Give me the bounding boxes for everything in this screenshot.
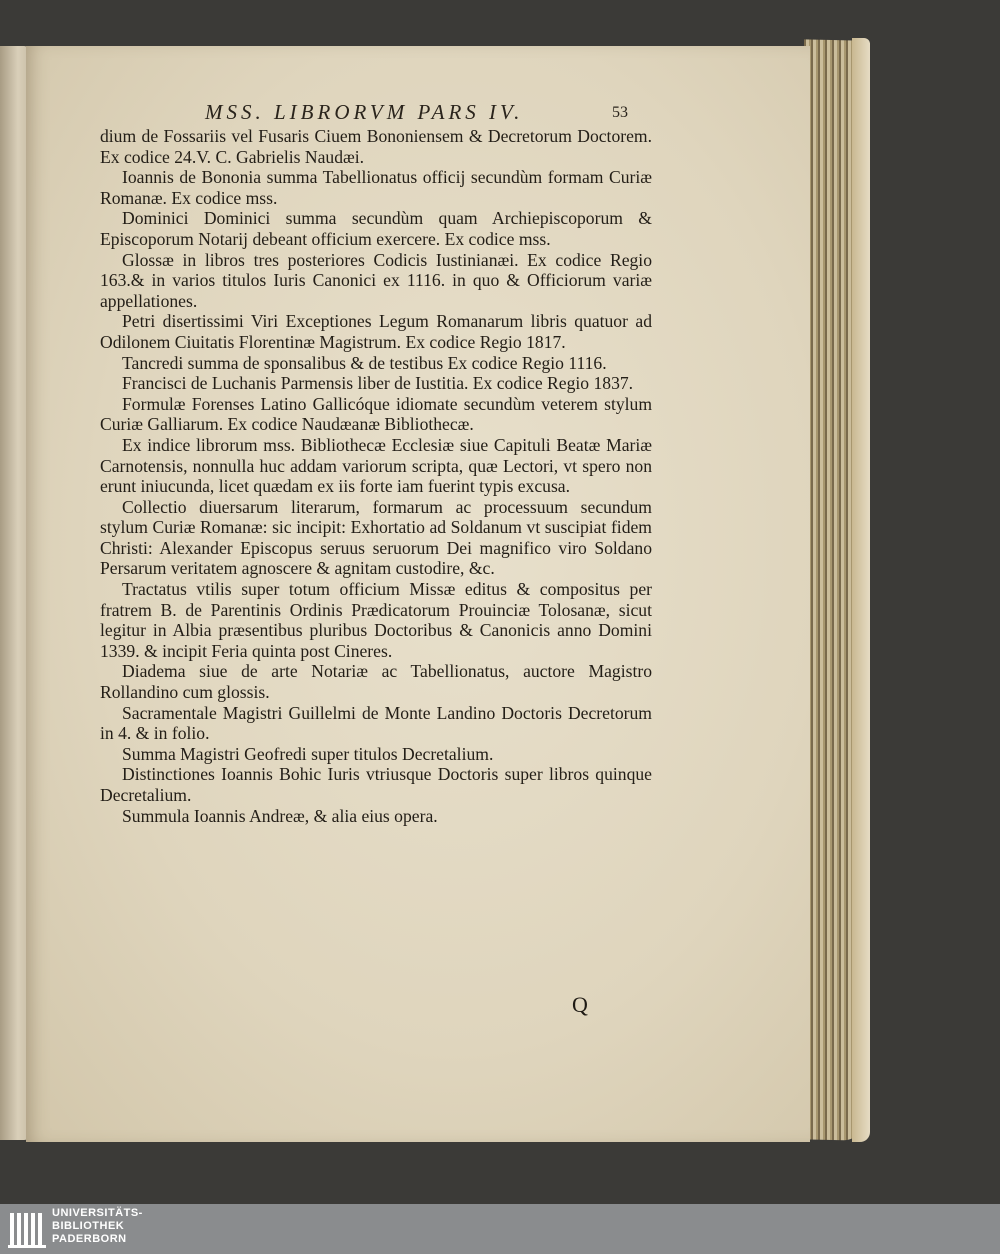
page-text bbox=[100, 126, 652, 826]
paragraph: Dominici Dominici summa secundùm quam Archiepiscoporum & Episcoporum Notarij debeant officium exercere. Ex codice mss. bbox=[100, 208, 652, 249]
paragraph: Collectio diuersarum literarum, formarum ac processuum secundum stylum Curiæ Romanæ: sic incipit: Exhortatio ad Soldanum vt suscipiat fidem Christi: Alexander Episcopus seruus seruorum Dei magnifico viro Soldano Persarum veritatem agnoscere & agnitam custodire, &c. bbox=[100, 496, 652, 579]
paragraph: Tractatus vtilis super totum officium Missæ editus & compositus per fratrem B. de Parentinis Ordinis Prædicatorum Prouinciæ Tolosanæ, sicut legitur in Albia præsentibus pluribus Doctoribus & Canonicis anno Domini 1339. & incipit Feria quinta post Cineres. bbox=[100, 579, 652, 661]
library-name-line-3: PADERBORN bbox=[52, 1233, 127, 1245]
paragraph: Francisci de Luchanis Parmensis liber de Iustitia. Ex codice Regio 1837. bbox=[122, 373, 634, 394]
page-number: 53 bbox=[612, 104, 628, 121]
library-name-line-1: UNIVERSITÄTS- bbox=[52, 1207, 143, 1219]
paragraph: Petri disertissimi Viri Exceptiones Legum Romanarum libris quatuor ad Odilonem Ciuitatis Florentinæ Magistrum. Ex codice Regio 1817. bbox=[100, 311, 652, 352]
paragraph: Diadema siue de arte Notariæ ac Tabellionatus, auctore Magistro Rollandino cum glossis. bbox=[100, 661, 652, 703]
paragraph: dium de Fossariis vel Fusaris Ciuem Bononiensem & Decretorum Doctorem. Ex codice 24.V. C. Gabrielis Naudæi. bbox=[100, 126, 652, 167]
paragraph: Formulæ Forenses Latino Gallicóque idiomate secundùm veterem stylum Curiæ Galliarum. Ex codice Naudæanæ Bibliothecæ. bbox=[100, 393, 652, 435]
library-name-line-2: BIBLIOTHEK bbox=[52, 1220, 125, 1232]
cover-edge bbox=[852, 38, 870, 1142]
paragraph: Sacramentale Magistri Guillelmi de Monte Landino Doctoris Decretorum in 4. & in folio. bbox=[100, 702, 652, 744]
paragraph: Ex indice librorum mss. Bibliothecæ Ecclesiæ siue Capituli Beatæ Mariæ Carnotensis, nonnulla huc addam variorum scripta, quæ Lectori, vt spero non erunt iniucunda, licet quædam ex iis forte iam fuerint typis excusa. bbox=[100, 434, 652, 497]
paragraph: Tancredi summa de sponsalibus & de testibus Ex codice Regio 1116. bbox=[122, 352, 607, 373]
library-logo-icon bbox=[8, 1209, 46, 1249]
paragraph: Glossæ in libros tres posteriores Codicis Iustinianæi. Ex codice Regio 163.& in varios titulos Iuris Canonici ex 1116. in quo & Officiorum variæ appellationes. bbox=[100, 249, 652, 311]
paragraph: Summula Ioannis Andreæ, & alia eius opera. bbox=[122, 805, 438, 826]
library-name bbox=[52, 1207, 143, 1246]
library-footer-bar bbox=[0, 1204, 1000, 1254]
paragraph: Summa Magistri Geofredi super titulos Decretalium. bbox=[122, 743, 494, 764]
running-head: MSS. LIBRORVM PARS IV. bbox=[205, 100, 524, 124]
catchword: Q bbox=[572, 992, 588, 1017]
paragraph: Distinctiones Ioannis Bohic Iuris vtriusque Doctoris super libros quinque Decretalium. bbox=[100, 764, 652, 805]
paragraph: Ioannis de Bononia summa Tabellionatus officij secundùm formam Curiæ Romanæ. Ex codice mss. bbox=[100, 167, 652, 208]
